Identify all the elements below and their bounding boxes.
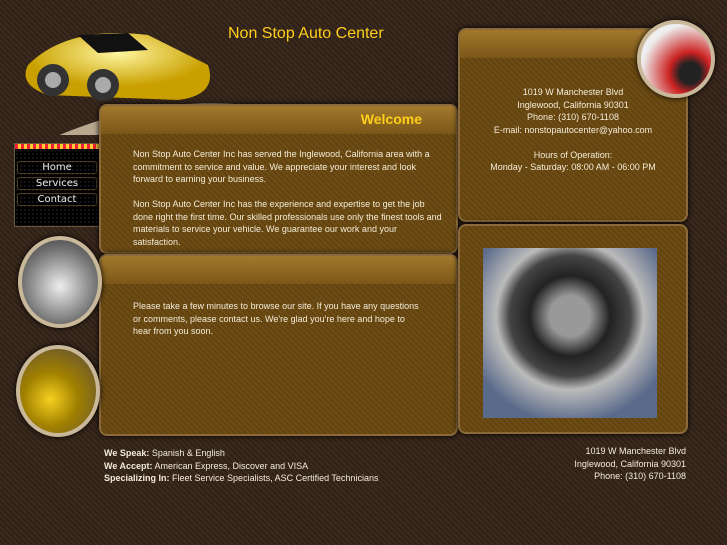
browse-text: Please take a few minutes to browse our site. If you have any questions or comments, please contact us. We're glad you're here and hope to hear from you soon. [133, 301, 419, 336]
main-nav [14, 143, 100, 227]
accept-label: We Accept: [104, 460, 153, 471]
nav-contact[interactable]: Contact [17, 193, 97, 206]
special-label: Specializing In: [104, 473, 170, 483]
silver-car-photo [18, 236, 102, 328]
welcome-paragraph-1: Non Stop Auto Center Inc has served the Inglewood, California area with a commitment to service and value. We appreciate your interest and look forward to earning your business. [133, 149, 430, 184]
mechanic-panel [458, 224, 688, 434]
red-car-photo [637, 20, 715, 98]
special-value: Fleet Service Specialists, ASC Certified Technicians [172, 473, 379, 483]
site-title: Non Stop Auto Center [228, 25, 384, 42]
contact-address: 1019 W Manchester Blvd [522, 87, 624, 97]
welcome-panel [99, 104, 458, 254]
contact-phone: Phone: (310) 670-1108 [527, 112, 619, 122]
hours-label: Hours of Operation: [533, 149, 613, 160]
contact-email[interactable]: E-mail: nonstopautocenter@yahoo.com [493, 124, 653, 135]
contact-city: Inglewood, California 90301 [517, 99, 629, 110]
welcome-heading: Welcome [360, 111, 422, 127]
welcome-paragraph-2: Non Stop Auto Center Inc has the experience and expertise to get the job done right the first time. Our skilled professionals use only the finest tools and materials to service your vehicle. We guarantee our work and your satisfaction. [133, 199, 442, 247]
yellow-car-photo [16, 345, 100, 437]
footer-address: 1019 W Manchester Blvd [585, 446, 686, 456]
footer-city: Inglewood, California 90301 [574, 458, 686, 469]
hours-value: Monday - Saturday: 08:00 AM - 06:00 PM [490, 162, 656, 172]
speak-value: Spanish & English [151, 448, 225, 458]
browse-panel [99, 254, 458, 436]
accept-value: American Express, Discover and VISA [154, 460, 309, 471]
nav-services[interactable]: Services [17, 177, 97, 190]
footer-phone: Phone: (310) 670-1108 [594, 471, 686, 481]
nav-home[interactable]: Home [17, 161, 97, 174]
speak-label: We Speak: [104, 448, 150, 458]
mechanic-tire-photo [483, 248, 657, 418]
